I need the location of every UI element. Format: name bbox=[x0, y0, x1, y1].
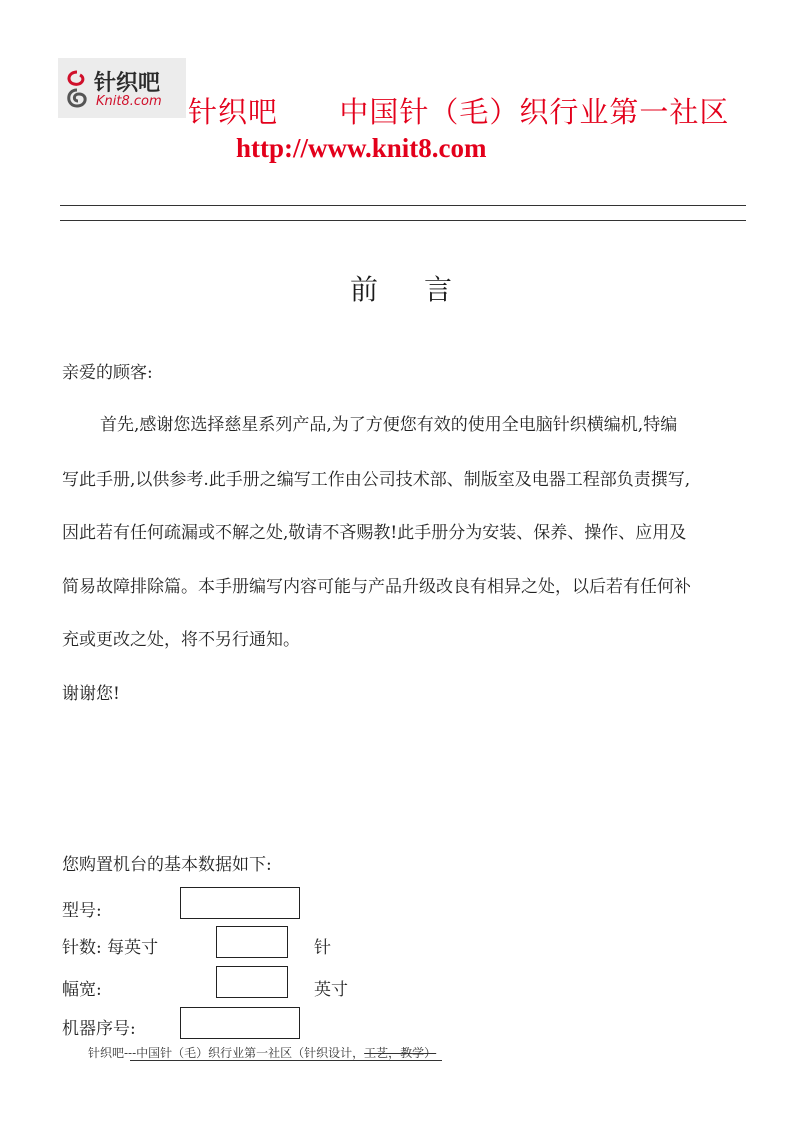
width-field[interactable] bbox=[216, 966, 288, 998]
footer-underline bbox=[130, 1060, 442, 1061]
page-title: 前言 bbox=[350, 273, 499, 306]
logo-subtitle: Knit8.com bbox=[96, 94, 162, 109]
slogan-tagline: 中国针（毛）织行业第一社区 bbox=[339, 95, 730, 129]
header-slogan bbox=[188, 90, 729, 131]
width-unit: 英寸 bbox=[314, 980, 348, 1000]
page-footer bbox=[88, 1044, 436, 1061]
paragraph-line: 首先,感谢您选择慈星系列产品,为了方便您有效的使用全电脑针织横编机,特编 bbox=[100, 415, 678, 435]
width-label: 幅宽: bbox=[62, 980, 102, 1000]
paragraph-line: 简易故障排除篇。本手册编写内容可能与产品升级改良有相异之处，以后若有任何补 bbox=[62, 577, 691, 597]
needle-unit: 针 bbox=[314, 938, 331, 958]
header-divider-bottom bbox=[60, 220, 746, 221]
specs-intro: 您购置机台的基本数据如下: bbox=[62, 855, 272, 875]
footer-strike-text: 工艺，教学） bbox=[364, 1046, 437, 1060]
model-field[interactable] bbox=[180, 887, 300, 919]
model-label: 型号: bbox=[62, 901, 102, 921]
serial-number-label: 机器序号: bbox=[62, 1019, 136, 1039]
swirl-logo-icon bbox=[60, 64, 94, 112]
serial-number-field[interactable] bbox=[180, 1007, 300, 1039]
closing-thanks: 谢谢您! bbox=[62, 684, 120, 704]
slogan-site: 针织吧 bbox=[188, 95, 279, 129]
paragraph-line: 充或更改之处，将不另行通知。 bbox=[62, 630, 300, 650]
salutation: 亲爱的顾客: bbox=[62, 363, 153, 383]
footer-text: 针织吧---中国针（毛）织行业第一社区（针织设计， bbox=[88, 1046, 365, 1060]
site-url-link[interactable]: http://www.knit8.com bbox=[236, 133, 487, 163]
header-divider-top bbox=[60, 205, 746, 206]
paragraph-line: 写此手册,以供参考.此手册之编写工作由公司技术部、制版室及电器工程部负责撰写, bbox=[62, 470, 691, 490]
needle-count-field[interactable] bbox=[216, 926, 288, 958]
logo-title: 针织吧 bbox=[94, 71, 161, 96]
needle-count-label: 针数: 每英寸 bbox=[62, 938, 159, 958]
paragraph-line: 因此若有任何疏漏或不解之处,敬请不吝赐教!此手册分为安装、保养、操作、应用及 bbox=[62, 523, 687, 543]
site-logo[interactable] bbox=[58, 58, 186, 118]
